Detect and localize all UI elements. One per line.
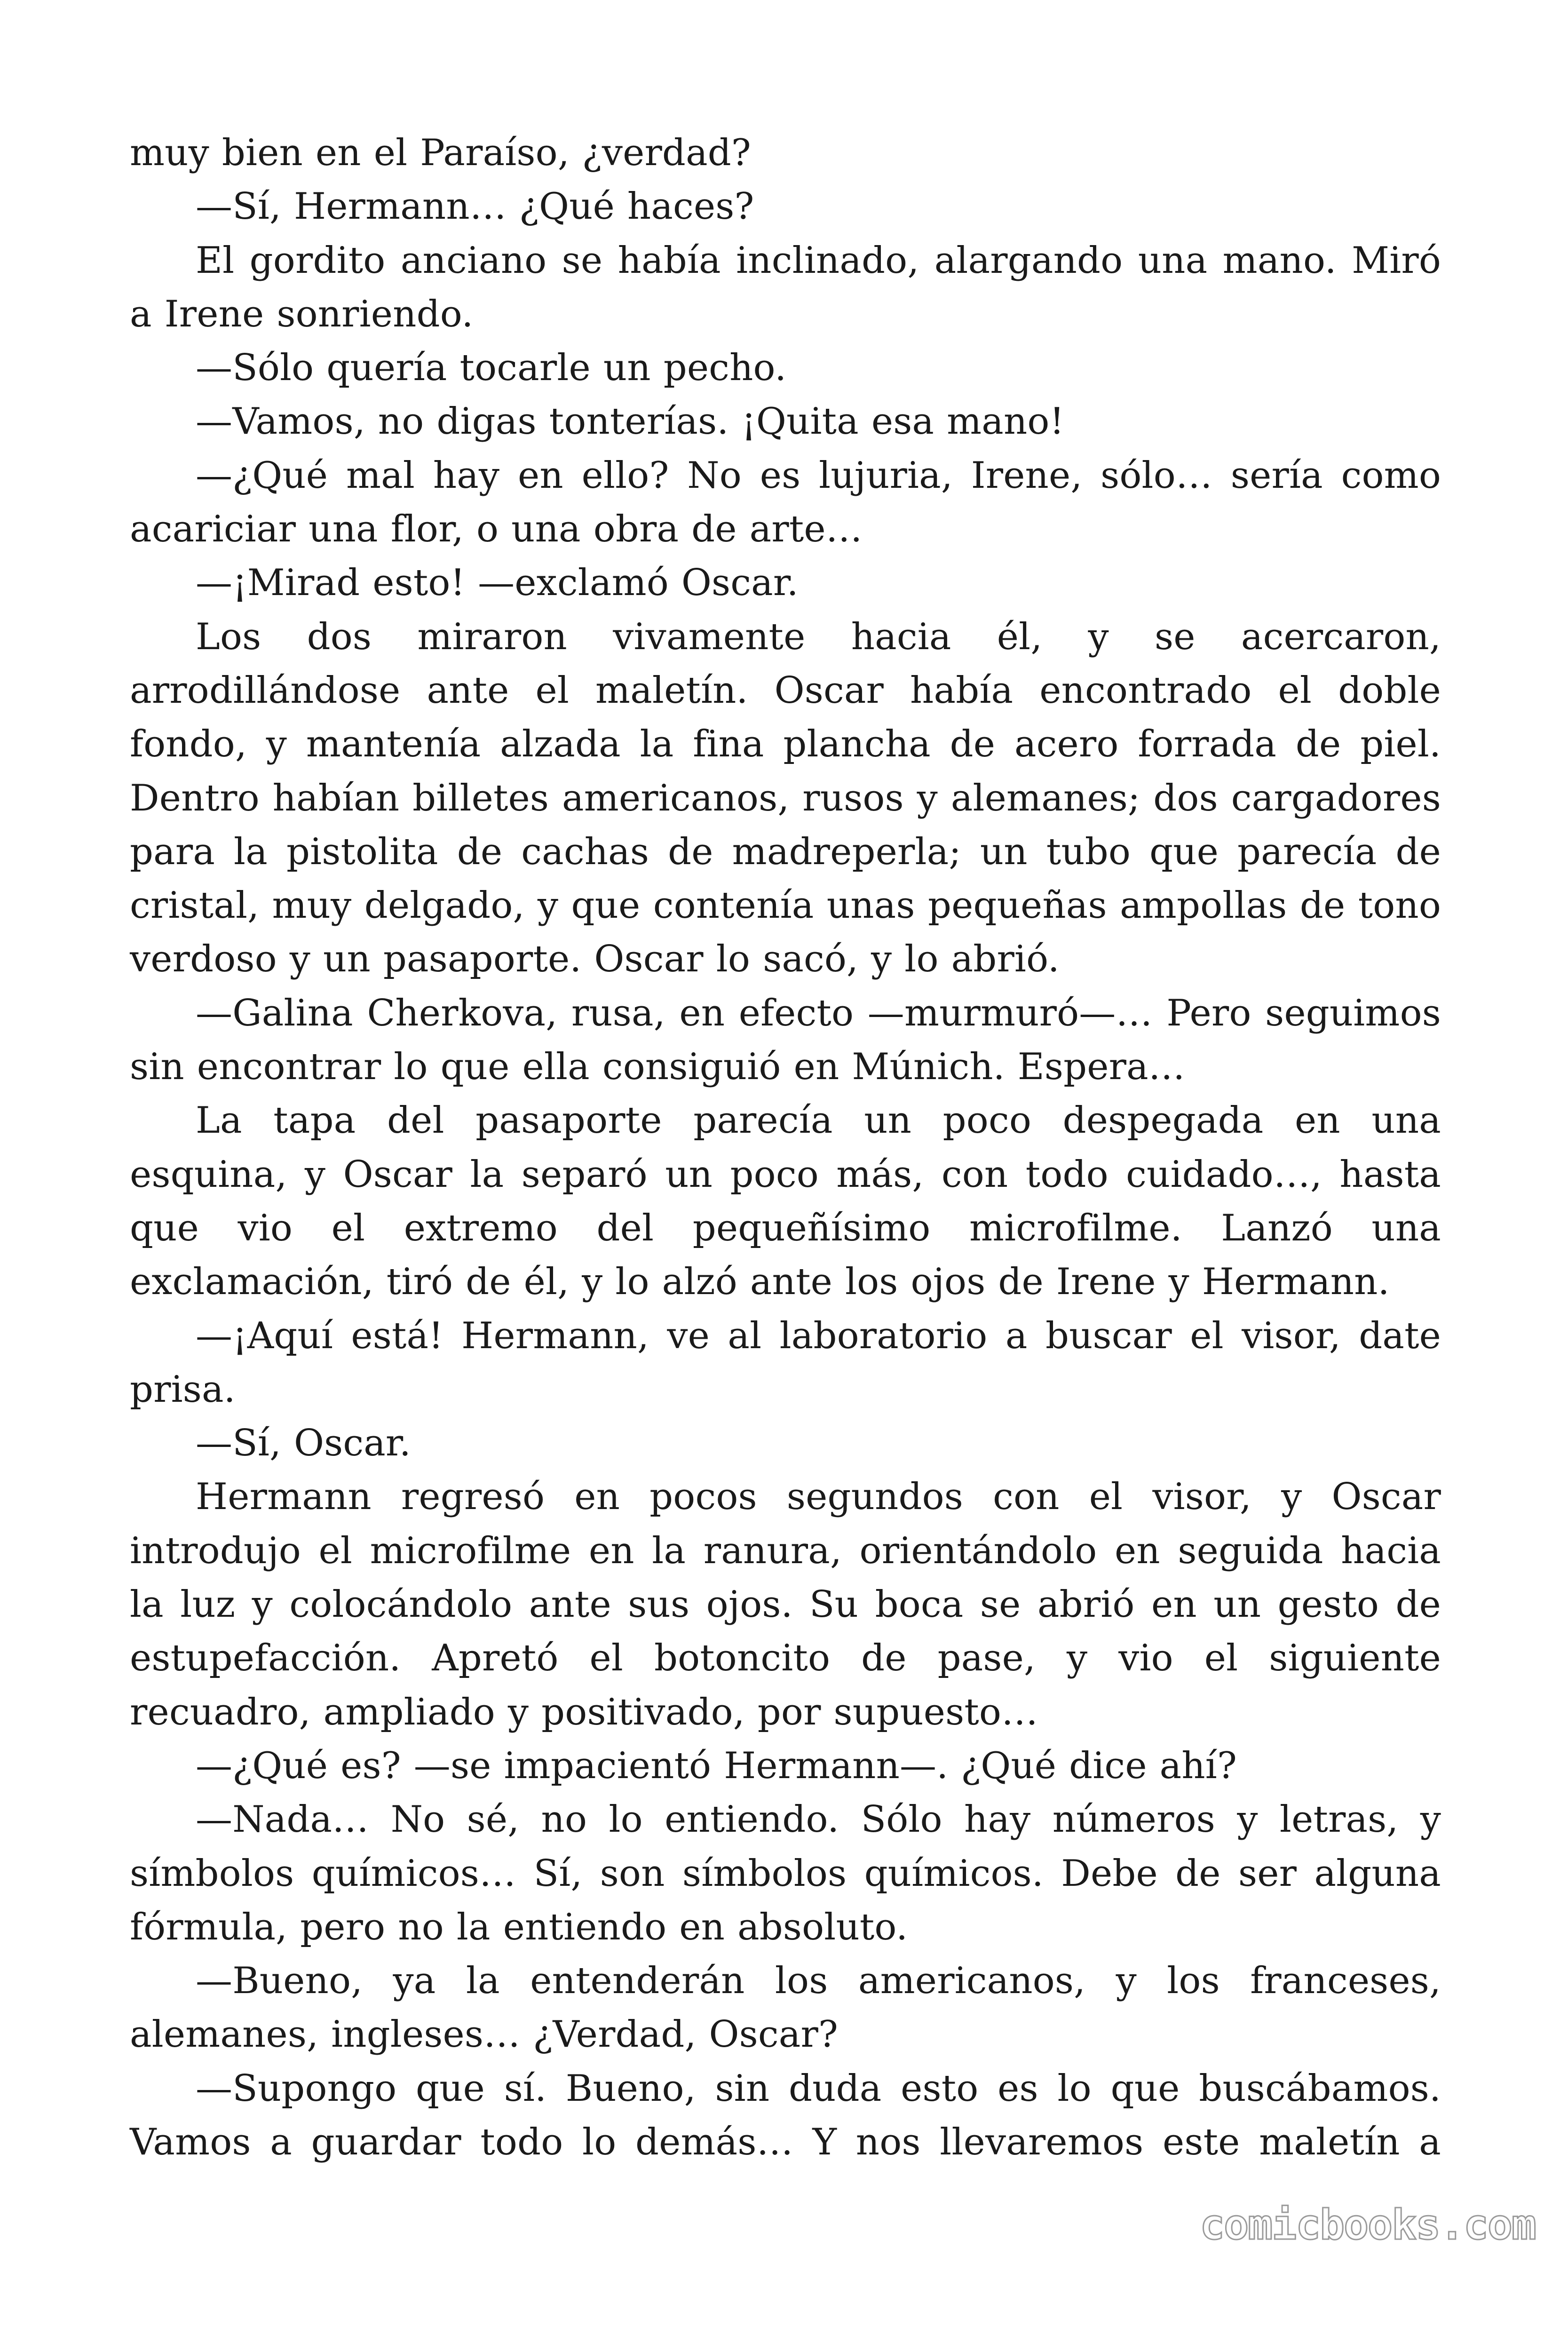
paragraph: —¿Qué es? —se impacientó Hermann—. ¿Qué dice ahí? — [196, 1744, 1237, 1787]
paragraph: —¿Qué mal hay en ello? No es lujuria, Irene, sólo… sería como acariciar una flor, o una obra de arte… — [130, 454, 1441, 551]
paragraph: —Bueno, ya la entenderán los americanos, y los franceses, alemanes, ingleses… ¿Verdad, Oscar? — [130, 1960, 1441, 2056]
watermark-text: comicbooks.com — [1200, 2201, 1536, 2249]
paragraph: —Sí, Hermann… ¿Qué haces? — [196, 185, 754, 228]
watermark-logo — [1162, 2196, 1538, 2252]
paragraph: —Nada… No sé, no lo entiendo. Sólo hay números y letras, y símbolos químicos… Sí, son símbolos químicos. Debe de ser alguna fórmula, pero no la entiendo en absoluto. — [130, 1798, 1441, 1948]
paragraph: —Sí, Oscar. — [196, 1422, 411, 1465]
paragraph: La tapa del pasaporte parecía un poco despegada en una esquina, y Oscar la separó un poco más, con todo cuidado…, hasta que vio el extremo del pequeñísimo microfilme. Lanzó una exclamación, tiró de él, y lo alzó ante los ojos de Irene y Hermann. — [130, 1099, 1441, 1303]
body-text — [130, 126, 1441, 2169]
paragraph: —Sólo quería tocarle un pecho. — [196, 347, 787, 389]
paragraph: muy bien en el Paraíso, ¿verdad? — [130, 132, 751, 174]
paragraph: Los dos miraron vivamente hacia él, y se acercaron, arrodillándose ante el maletín. Oscar había encontrado el doble fondo, y mantenía alzada la fina plancha de acero forrada de piel. Dentro habían billetes americanos, rusos y alemanes; dos cargadores para la pistolita de cachas de madreperla; un tubo que parecía de cristal, muy delgado, y que contenía unas pequeñas ampollas de tono verdoso y un pasaporte. Oscar lo sacó, y lo abrió. — [130, 615, 1441, 981]
paragraph: Hermann regresó en pocos segundos con el visor, y Oscar introdujo el microfilme en la ranura, orientándolo en seguida hacia la luz y colocándolo ante sus ojos. Su boca se abrió en un gesto de estupefacción. Apretó el botoncito de pase, y vio el siguiente recuadro, ampliado y positivado, por supuesto… — [130, 1476, 1441, 1733]
paragraph: El gordito anciano se había inclinado, alargando una mano. Miró a Irene sonriendo. — [130, 239, 1441, 335]
paragraph: —Vamos, no digas tonterías. ¡Quita esa mano! — [196, 400, 1065, 443]
paragraph: —Galina Cherkova, rusa, en efecto —murmuró—… Pero seguimos sin encontrar lo que ella consiguió en Múnich. Espera… — [130, 992, 1441, 1089]
paragraph: —¡Mirad esto! —exclamó Oscar. — [196, 562, 799, 604]
paragraph: —¡Aquí está! Hermann, ve al laboratorio a buscar el visor, date prisa. — [130, 1314, 1441, 1411]
paragraph: —Supongo que sí. Bueno, sin duda esto es lo que buscábamos. Vamos a guardar todo lo demás… Y nos llevaremos este maletín a — [130, 2067, 1441, 2163]
